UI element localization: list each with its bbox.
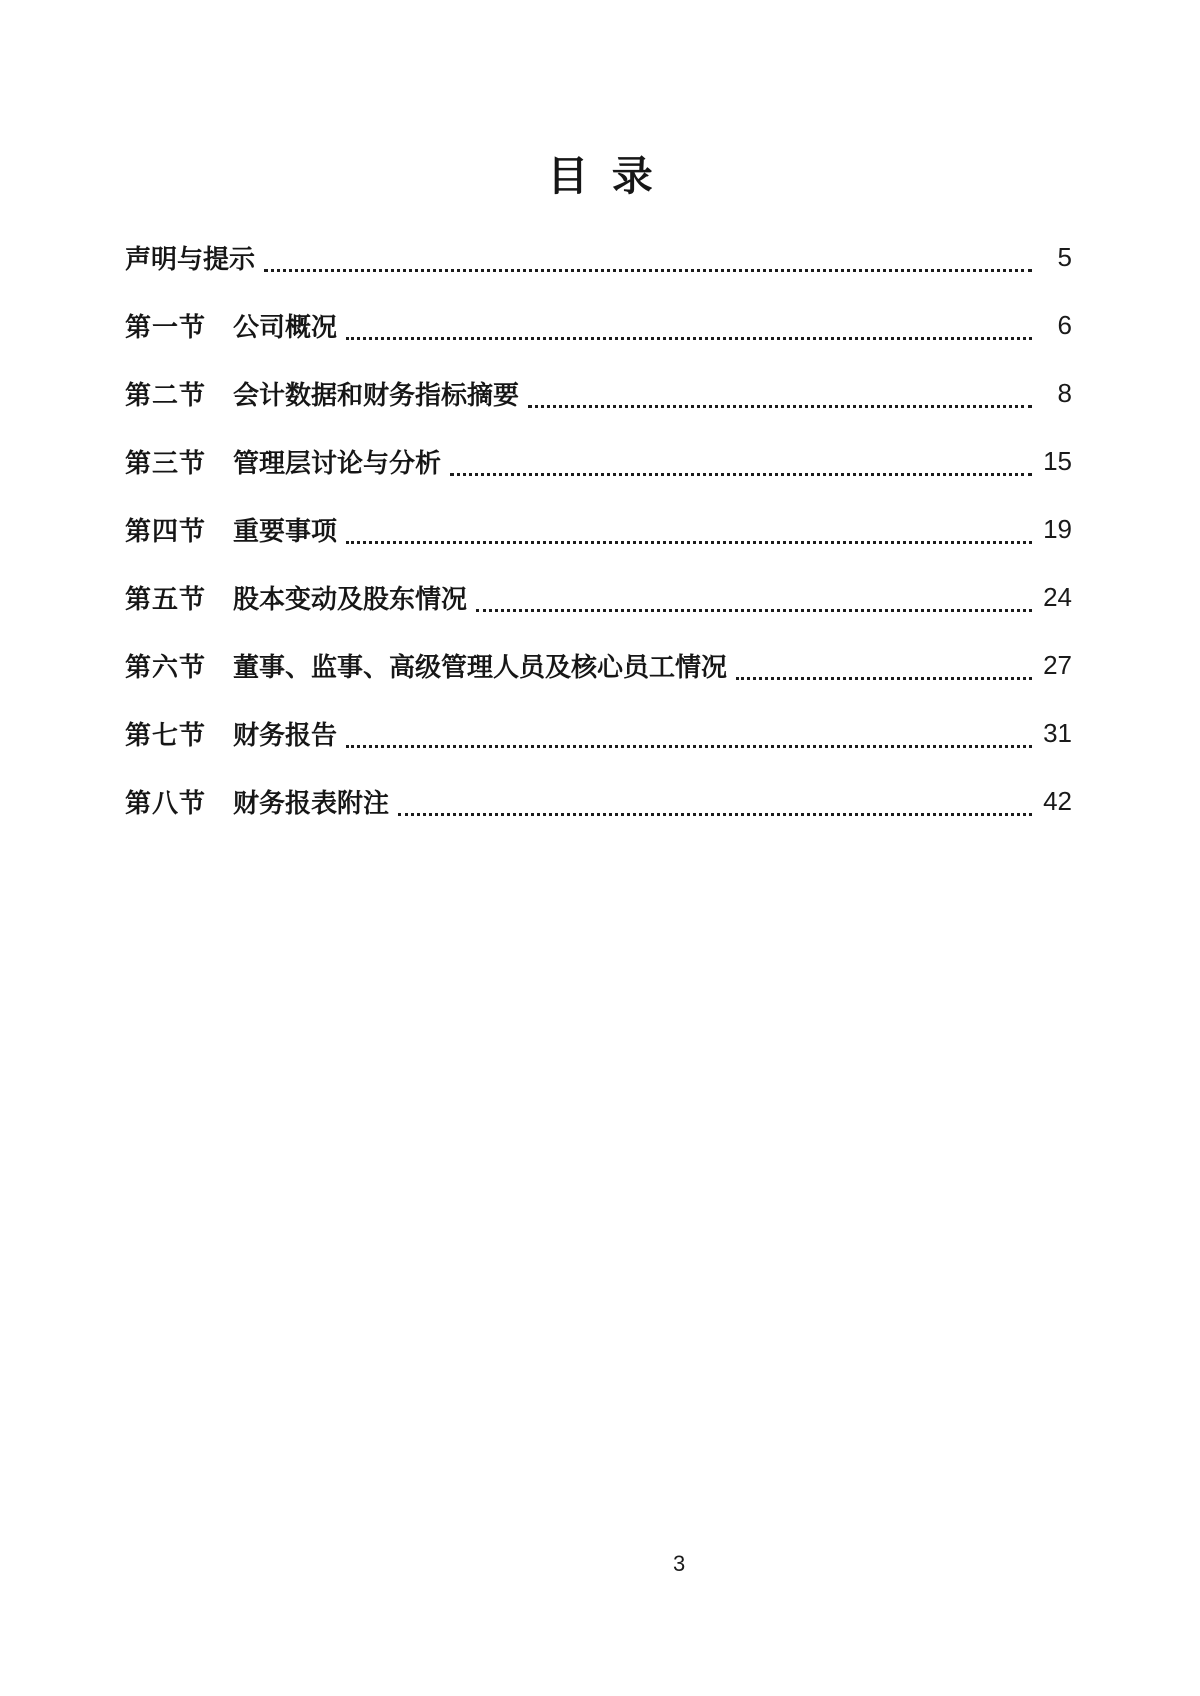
toc-entry[interactable] xyxy=(125,699,1072,767)
toc-section-label: 第六节 xyxy=(125,651,207,682)
footer-page-number: 3 xyxy=(673,1551,686,1576)
toc-page-number: 19 xyxy=(1043,513,1072,544)
dot-leader xyxy=(450,427,1032,476)
toc-section-label: 第三节 xyxy=(125,447,207,478)
toc-entry[interactable] xyxy=(125,767,1072,835)
toc-section-label: 第五节 xyxy=(125,583,207,614)
toc-entry[interactable] xyxy=(125,427,1072,495)
toc-section-label: 第七节 xyxy=(125,719,207,750)
toc-page-number: 15 xyxy=(1043,445,1072,476)
toc-entry[interactable] xyxy=(125,291,1072,359)
dot-leader xyxy=(264,223,1032,272)
dot-leader xyxy=(346,291,1032,340)
toc-entry-title: 管理层讨论与分析 xyxy=(233,447,442,478)
page-title: 目 录 xyxy=(547,153,653,199)
toc-entry-title: 董事、监事、高级管理人员及核心员工情况 xyxy=(233,651,728,682)
toc-entry[interactable] xyxy=(125,495,1072,563)
toc-entry-title: 重要事项 xyxy=(233,515,338,546)
toc-entry-title: 股本变动及股东情况 xyxy=(233,583,468,614)
toc-page-number: 27 xyxy=(1043,649,1072,680)
toc-page-number: 6 xyxy=(1057,309,1072,340)
table-of-contents xyxy=(0,223,1200,835)
toc-section-label: 第一节 xyxy=(125,311,207,342)
toc-page-number: 24 xyxy=(1043,581,1072,612)
toc-section-label: 第二节 xyxy=(125,379,207,410)
dot-leader xyxy=(528,359,1032,408)
toc-entry[interactable] xyxy=(125,563,1072,631)
toc-page-number: 5 xyxy=(1057,241,1072,272)
toc-entry[interactable] xyxy=(125,631,1072,699)
toc-entry-title: 声明与提示 xyxy=(125,243,256,274)
toc-entry-title: 公司概况 xyxy=(233,311,338,342)
toc-page-number: 42 xyxy=(1043,785,1072,816)
dot-leader xyxy=(346,699,1032,748)
toc-entry[interactable] xyxy=(125,223,1072,291)
dot-leader xyxy=(476,563,1032,612)
toc-page-number: 8 xyxy=(1057,377,1072,408)
toc-entry-title: 会计数据和财务指标摘要 xyxy=(233,379,520,410)
toc-entry-title: 财务报告 xyxy=(233,719,338,750)
dot-leader xyxy=(736,631,1032,680)
toc-entry[interactable] xyxy=(125,359,1072,427)
dot-leader xyxy=(346,495,1032,544)
toc-section-label: 第四节 xyxy=(125,515,207,546)
dot-leader xyxy=(398,767,1032,816)
toc-entry-title: 财务报表附注 xyxy=(233,787,390,818)
toc-page-number: 31 xyxy=(1043,717,1072,748)
toc-section-label: 第八节 xyxy=(125,787,207,818)
